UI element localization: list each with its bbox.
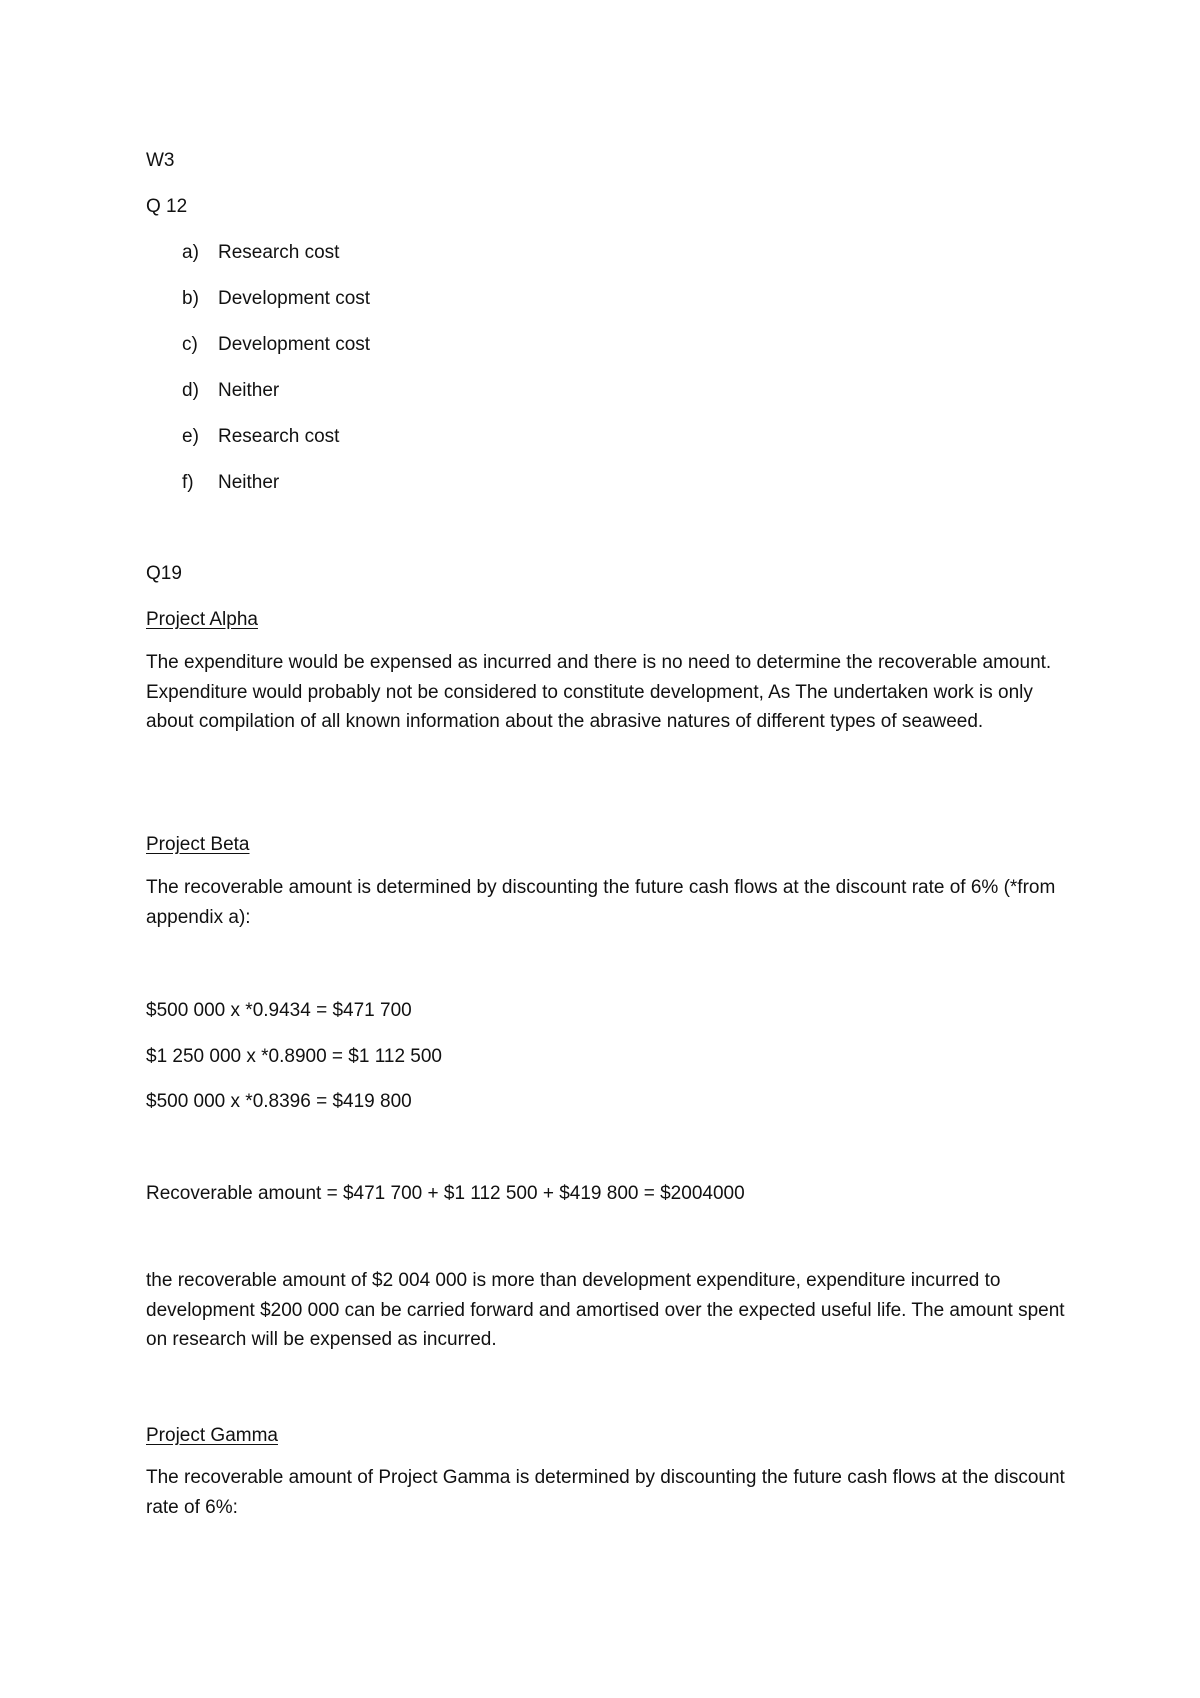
list-item-text: Research cost (218, 426, 340, 447)
project-gamma-heading: Project Gamma (146, 1425, 278, 1446)
list-item (182, 380, 279, 402)
list-item (182, 242, 339, 264)
list-item-text: Development cost (218, 334, 371, 355)
project-gamma-intro: The recoverable amount of Project Gamma is determined by discounting the future cash flows at the discount rate of 6%: (146, 1467, 1065, 1518)
q19-label: Q19 (146, 563, 182, 584)
list-marker: f) (182, 472, 194, 493)
list-item (182, 288, 370, 310)
list-marker: c) (182, 334, 198, 355)
project-alpha-paragraph: The expenditure would be expensed as incurred and there is no need to determine the recoverable amount. Expenditure would probably not be considered to constitute development, As The undertaken work is only about compilation of all known information about the abrasive natures of different types of seaweed. (146, 652, 1052, 732)
calc-line-2: $1 250 000 x *0.8900 = $1 112 500 (146, 1046, 442, 1067)
recoverable-total: Recoverable amount = $471 700 + $1 112 500 + $419 800 = $2004000 (146, 1183, 745, 1204)
q12-label: Q 12 (146, 196, 188, 217)
list-marker: b) (182, 288, 199, 309)
list-item-text: Research cost (218, 242, 340, 263)
project-beta-heading: Project Beta (146, 834, 250, 855)
list-item-text: Neither (218, 472, 280, 493)
list-item-text: Development cost (218, 288, 371, 309)
list-item (182, 334, 370, 356)
week-label: W3 (146, 150, 175, 171)
project-beta-conclusion: the recoverable amount of $2 004 000 is more than development expenditure, expenditure incurred to development $200 000 can be carried forward and amortised over the expected useful life. The amount spent on research will be expensed as incurred. (146, 1270, 1065, 1350)
list-marker: d) (182, 380, 199, 401)
list-item (182, 472, 279, 494)
calc-line-3: $500 000 x *0.8396 = $419 800 (146, 1091, 412, 1112)
list-marker: a) (182, 242, 199, 263)
project-alpha-heading: Project Alpha (146, 609, 258, 630)
list-item-text: Neither (218, 380, 280, 401)
project-beta-intro: The recoverable amount is determined by discounting the future cash flows at the discount rate of 6% (*from appendix a): (146, 877, 1056, 928)
calc-line-1: $500 000 x *0.9434 = $471 700 (146, 1000, 412, 1021)
list-item (182, 426, 339, 448)
list-marker: e) (182, 426, 199, 447)
